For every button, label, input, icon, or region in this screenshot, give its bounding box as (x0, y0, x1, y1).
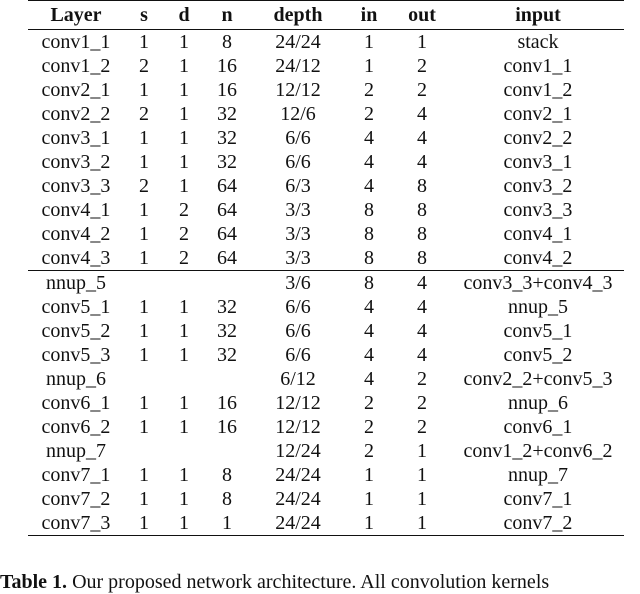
layer-name-cell: nnup_7 (46, 440, 106, 462)
table-cell: 2 (364, 103, 374, 125)
table-cell: nnup_7 (508, 464, 568, 486)
table-cell: 24/24 (275, 488, 321, 510)
table-cell (204, 367, 250, 391)
layer-name-cell: nnup_6 (46, 368, 106, 390)
table-cell: 6/6 (285, 127, 311, 149)
table-cell: conv7_2 (452, 511, 624, 536)
table-cell: 6/6 (285, 344, 311, 366)
column-header: Layer (28, 1, 124, 30)
table-cell: 1 (179, 127, 189, 149)
table-cell: conv5_2 (503, 344, 573, 366)
table-cell: conv4_1 (503, 223, 573, 245)
table-cell: 1 (179, 31, 189, 53)
table-cell (124, 271, 164, 296)
table-cell: 12/6 (280, 103, 316, 125)
table-cell: conv7_1 (503, 488, 573, 510)
table-cell: conv1_1 (503, 55, 573, 77)
table-cell: 2 (179, 199, 189, 221)
table-cell: conv2_2+conv5_3 (463, 368, 613, 390)
table-cell: 8 (417, 175, 427, 197)
table-row (28, 487, 624, 511)
table-cell: 1 (179, 296, 189, 318)
column-header: in (346, 1, 392, 30)
caption-text: Our proposed network architecture. All convolution kernels (67, 571, 550, 593)
table-cell: 3/6 (250, 271, 346, 296)
table-row (28, 78, 624, 102)
table-cell: 6/12 (280, 368, 316, 390)
table-cell: 1 (139, 296, 149, 318)
layer-name-cell: conv2_2 (41, 103, 111, 125)
table-cell: 1 (164, 511, 204, 536)
table-caption (0, 571, 640, 594)
table-cell: 3/3 (285, 199, 311, 221)
layer-name-cell: conv3_3 (41, 175, 111, 197)
table-cell: 1 (346, 511, 392, 536)
table-row (28, 439, 624, 463)
table-row (28, 463, 624, 487)
table-cell: 8 (417, 223, 427, 245)
table-cell: conv1_2+conv6_2 (463, 440, 613, 462)
table-cell: 1 (139, 488, 149, 510)
table-cell: nnup_6 (508, 392, 568, 414)
layer-name-cell: conv7_1 (41, 464, 111, 486)
table-cell: 4 (392, 271, 452, 296)
header-row (28, 1, 624, 30)
table-cell: 16 (217, 55, 237, 77)
table-cell: conv3_3+conv4_3 (452, 271, 624, 296)
table-cell (164, 367, 204, 391)
table-cell: 1 (139, 151, 149, 173)
table-cell: 2 (364, 416, 374, 438)
table-cell: 1 (179, 151, 189, 173)
layer-name-cell: conv6_2 (41, 416, 111, 438)
table-cell: 1 (179, 344, 189, 366)
table-cell: 1 (139, 199, 149, 221)
table-cell: 1 (179, 175, 189, 197)
column-header: depth (250, 1, 346, 30)
table-cell: 64 (217, 175, 237, 197)
table-cell: 32 (217, 344, 237, 366)
table-cell: 32 (217, 103, 237, 125)
architecture-table (28, 0, 624, 536)
table-cell: 4 (417, 344, 427, 366)
table-row (28, 126, 624, 150)
table-cell: 12/12 (275, 392, 321, 414)
table-cell: 1 (139, 392, 149, 414)
table-cell: 2 (364, 440, 374, 462)
table-cell: 4 (364, 320, 374, 342)
table-cell: 12/12 (275, 79, 321, 101)
table-cell: 2 (417, 55, 427, 77)
table-cell: 4 (417, 320, 427, 342)
layer-name-cell: conv7_3 (28, 511, 124, 536)
layer-name-cell: conv1_2 (41, 55, 111, 77)
table-row (28, 222, 624, 246)
table-cell: conv3_2 (503, 175, 573, 197)
layer-name-cell: conv5_1 (41, 296, 111, 318)
table-cell: 8 (222, 488, 232, 510)
table-row (28, 150, 624, 174)
table-cell (124, 367, 164, 391)
table-cell: 1 (139, 247, 149, 269)
table-cell: 8 (364, 223, 374, 245)
table-cell: 32 (217, 296, 237, 318)
table-row (28, 511, 624, 536)
table-cell: 8 (346, 271, 392, 296)
table-cell: 1 (417, 464, 427, 486)
table-cell: 24/24 (275, 464, 321, 486)
table-cell: 64 (217, 223, 237, 245)
table-cell: 4 (364, 344, 374, 366)
table-cell: 8 (222, 464, 232, 486)
table-row (28, 343, 624, 367)
table-cell: 6/6 (285, 296, 311, 318)
table-cell: 2 (179, 247, 189, 269)
column-header: out (392, 1, 452, 30)
table-row (28, 174, 624, 198)
table-cell: 1 (179, 55, 189, 77)
table-cell: 64 (217, 247, 237, 269)
table-cell (164, 439, 204, 463)
table-cell (164, 271, 204, 296)
table-cell: 2 (139, 55, 149, 77)
column-header: n (204, 1, 250, 30)
table-cell: 6/6 (285, 151, 311, 173)
table-cell (204, 271, 250, 296)
table-cell: 8 (364, 199, 374, 221)
table-cell: 2 (417, 392, 427, 414)
table-cell: 4 (417, 296, 427, 318)
table-row (28, 319, 624, 343)
table-cell (204, 439, 250, 463)
table-cell: 1 (139, 127, 149, 149)
table-cell: 1 (364, 55, 374, 77)
table-cell: 1 (392, 511, 452, 536)
layer-name-cell: conv4_3 (41, 247, 111, 269)
table-cell: conv2_2 (503, 127, 573, 149)
table-cell: 32 (217, 151, 237, 173)
table-cell: 24/12 (275, 55, 321, 77)
table-cell: 2 (139, 175, 149, 197)
table-cell: 16 (217, 416, 237, 438)
table-cell: 1 (124, 511, 164, 536)
table-body (28, 30, 624, 536)
table-cell (124, 439, 164, 463)
table-cell: 8 (364, 247, 374, 269)
caption-label: Table 1. (0, 571, 68, 593)
layer-name-cell: conv4_1 (41, 199, 111, 221)
table-cell: 32 (217, 127, 237, 149)
table-row (28, 295, 624, 319)
layer-name-cell: conv5_2 (41, 320, 111, 342)
table-cell: 1 (417, 31, 427, 53)
table-cell: 4 (364, 296, 374, 318)
table-row (28, 367, 624, 391)
table-cell: 4 (364, 127, 374, 149)
table-cell: 4 (417, 127, 427, 149)
layer-name-cell: conv3_2 (41, 151, 111, 173)
table-cell: 2 (139, 103, 149, 125)
table-cell: 1 (364, 488, 374, 510)
table-cell: 4 (364, 175, 374, 197)
table-cell: 2 (364, 392, 374, 414)
table-row (28, 30, 624, 55)
table-row (28, 415, 624, 439)
table-cell: 3/3 (285, 247, 311, 269)
layer-name-cell: conv2_1 (41, 79, 111, 101)
table-cell: 1 (139, 464, 149, 486)
table-cell: stack (517, 31, 559, 53)
table-cell: 1 (139, 416, 149, 438)
table-cell: 4 (364, 151, 374, 173)
table-cell: 1 (139, 223, 149, 245)
table-cell: conv5_1 (503, 320, 573, 342)
table-cell: 1 (204, 511, 250, 536)
layer-name-cell: nnup_5 (28, 271, 124, 296)
table-cell: 8 (222, 31, 232, 53)
table-cell: 1 (139, 320, 149, 342)
layer-name-cell: conv3_1 (41, 127, 111, 149)
table-cell: 8 (417, 247, 427, 269)
table-cell: nnup_5 (508, 296, 568, 318)
table-cell: 4 (417, 151, 427, 173)
table-cell: 16 (217, 79, 237, 101)
table-cell: 1 (179, 79, 189, 101)
table-row (28, 246, 624, 271)
table-cell: 8 (417, 199, 427, 221)
table-cell: 4 (417, 103, 427, 125)
architecture-table-container (28, 0, 624, 536)
table-cell: 1 (364, 31, 374, 53)
column-header: s (124, 1, 164, 30)
table-cell: 1 (179, 320, 189, 342)
column-header: input (452, 1, 624, 30)
table-cell: 1 (179, 392, 189, 414)
table-cell: 1 (179, 488, 189, 510)
table-row (28, 102, 624, 126)
table-cell: 2 (417, 79, 427, 101)
table-cell: 2 (417, 368, 427, 390)
table-cell: conv3_3 (503, 199, 573, 221)
column-header: d (164, 1, 204, 30)
table-row (28, 271, 624, 296)
table-cell: 2 (364, 79, 374, 101)
table-header (28, 1, 624, 30)
table-cell: 1 (417, 488, 427, 510)
table-cell: 6/3 (285, 175, 311, 197)
table-cell: 12/12 (275, 416, 321, 438)
table-cell: conv2_1 (503, 103, 573, 125)
table-cell: conv4_2 (503, 247, 573, 269)
table-cell: 1 (364, 464, 374, 486)
table-cell: 16 (217, 392, 237, 414)
table-cell: 1 (179, 416, 189, 438)
table-cell: 3/3 (285, 223, 311, 245)
table-cell: 1 (179, 103, 189, 125)
table-cell: 2 (179, 223, 189, 245)
layer-name-cell: conv4_2 (41, 223, 111, 245)
table-cell: 12/24 (275, 440, 321, 462)
layer-name-cell: conv5_3 (41, 344, 111, 366)
layer-name-cell: conv6_1 (41, 392, 111, 414)
table-cell: 24/24 (275, 31, 321, 53)
table-cell: 6/6 (285, 320, 311, 342)
table-cell: 1 (417, 440, 427, 462)
layer-name-cell: conv1_1 (41, 31, 111, 53)
layer-name-cell: conv7_2 (41, 488, 111, 510)
table-cell: conv1_2 (503, 79, 573, 101)
table-cell: 1 (139, 79, 149, 101)
table-cell: 64 (217, 199, 237, 221)
table-cell: 24/24 (250, 511, 346, 536)
table-row (28, 198, 624, 222)
table-cell: conv6_1 (503, 416, 573, 438)
table-row (28, 54, 624, 78)
table-row (28, 391, 624, 415)
table-cell: conv3_1 (503, 151, 573, 173)
table-cell: 1 (139, 344, 149, 366)
table-cell: 1 (179, 464, 189, 486)
table-cell: 32 (217, 320, 237, 342)
table-cell: 2 (417, 416, 427, 438)
table-cell: 1 (139, 31, 149, 53)
table-cell: 4 (364, 368, 374, 390)
